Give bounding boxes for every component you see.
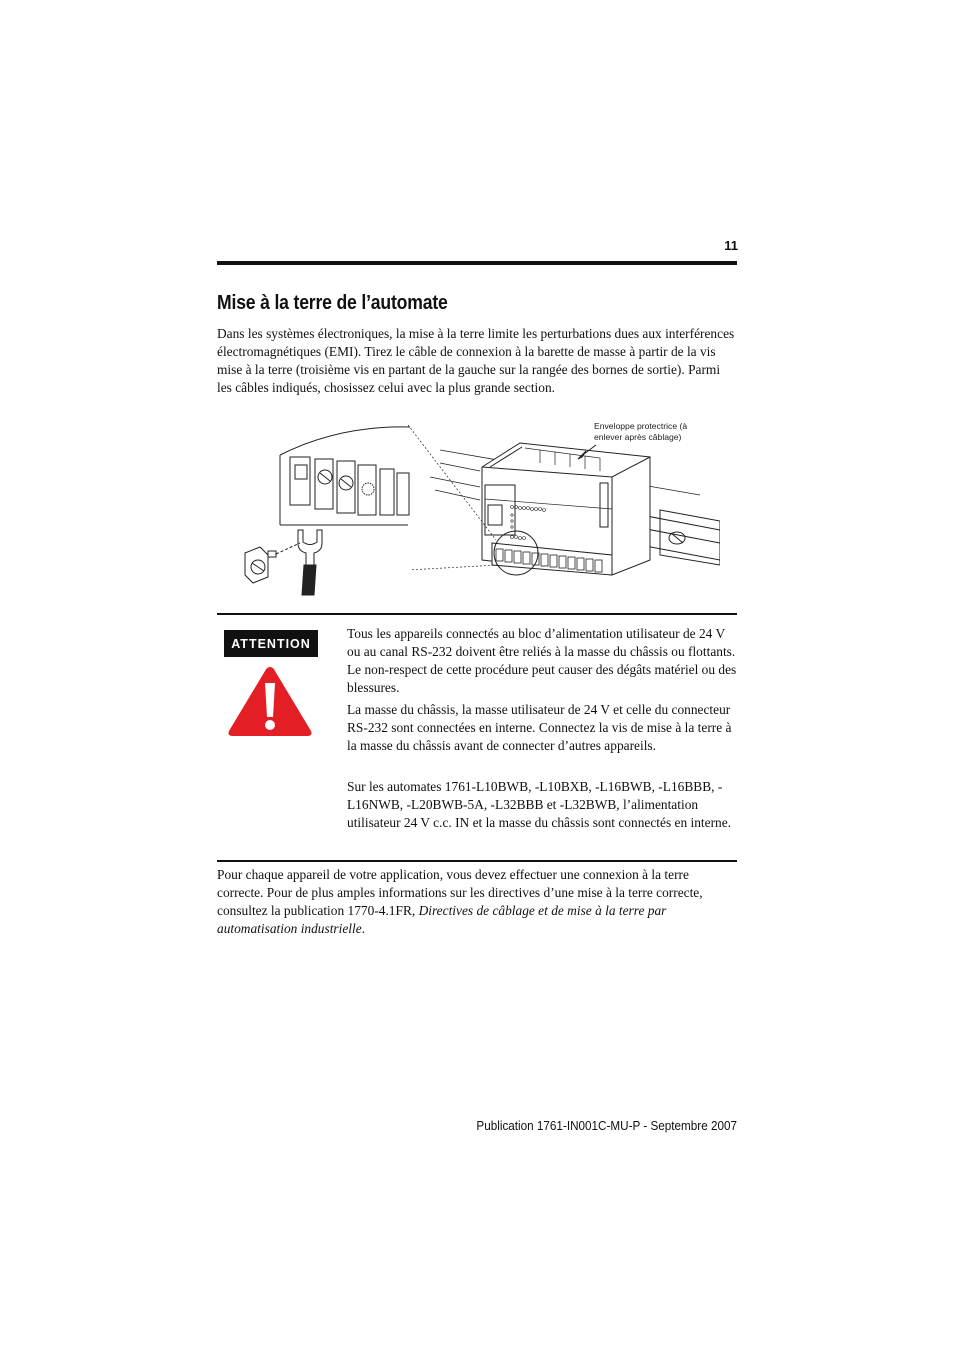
page-number: 11 [724, 238, 738, 253]
section-title: Mise à la terre de l’automate [217, 292, 448, 314]
attention-paragraph-1: Tous les appareils connectés au bloc d’alimentation utilisateur de 24 V ou au canal RS-232 doivent être reliés à la masse du châssis ou flottants. Le non-respect de cette procédure peut causer des dégâts matériel ou des blessures. [347, 626, 737, 695]
grounding-diagram [240, 415, 720, 605]
attention-rule-top [217, 613, 737, 615]
attention-paragraph-2: La masse du châssis, la masse utilisateur de 24 V et celle du connecteur RS-232 sont connectées en interne. Connectez la vis de mise à la terre à la masse du châssis avant de connecter d’autres appareils. [347, 702, 732, 753]
intro-paragraph: Dans les systèmes électroniques, la mise à la terre limite les perturbations dues aux interférences électromagnétiques (EMI). Tirez le câble de connexion à la barette de masse à partir de la vis mise à la terre (troisième vis en partant de la gauche sur la rangée des bornes de sortie). Parmi les câbles indiqués, chosissez celui avec la plus grande section. [217, 326, 735, 395]
attention-label: ATTENTION [224, 630, 318, 657]
header-rule [217, 261, 737, 265]
warning-triangle-icon [227, 665, 313, 737]
figure-callout: Enveloppe protectrice (à enlever après câblage) [594, 421, 688, 442]
attention-paragraph-3: Sur les automates 1761-L10BWB, -L10BXB, -L16BWB, -L16BBB, -L16NWB, -L20BWB-5A, -L32BBB et -L32BWB, l’alimentation utilisateur 24 V c.c. IN et la masse du châssis sont connectés en interne. [347, 779, 732, 830]
closing-paragraph [217, 866, 737, 938]
closing-end: . [361, 921, 366, 936]
closing-text: Pour chaque appareil de votre application, vous devez effectuer une connexion à la terre correcte. Pour de plus amples informations sur les directives d’une mise à la terre correcte, consultez la publication 1770-4.1FR, [217, 867, 703, 918]
attention-rule-bottom [217, 860, 737, 862]
footer-publication: Publication 1761-IN001C-MU-P - Septembre 2007 [476, 1118, 737, 1133]
publication-title: Directives de câblage et de mise à la terre par automatisation industrielle [217, 903, 667, 936]
